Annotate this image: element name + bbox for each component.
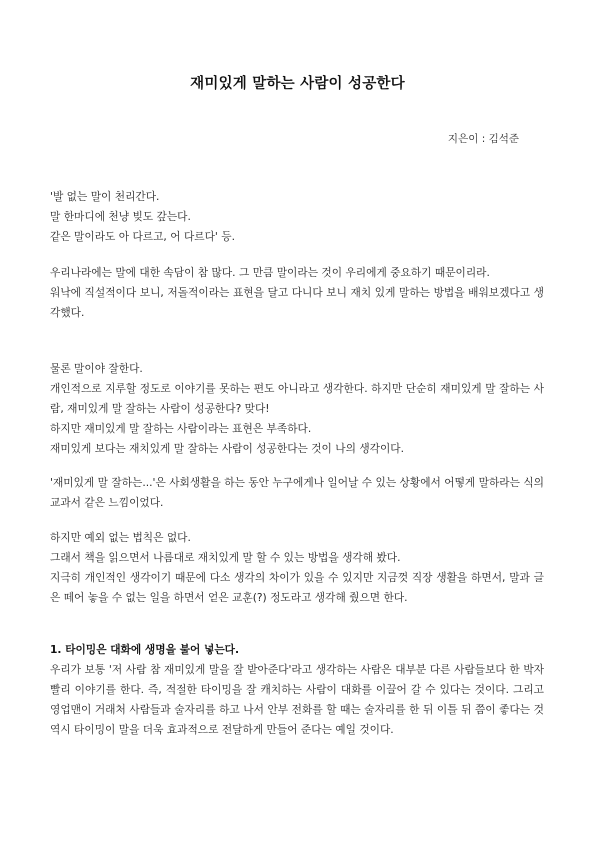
opinion-block xyxy=(50,359,544,459)
section-heading: 1. 타이밍은 대화에 생명을 불어 넣는다. xyxy=(50,643,240,656)
paragraph: 하지만 재미있게 말 잘하는 사람이라는 표현은 부족하다. xyxy=(50,422,312,435)
paragraph: 지극히 개인적인 생각이기 때문에 다소 생각의 차이가 있을 수 있지만 지금껏 직장 생활을 하면서, 말과 글은 떼어 놓을 수 없는 일을 하면서 얻은 교훈(?) 정도라고 생각해 줬으면 한다. xyxy=(50,571,544,604)
paragraph: 재미있게 보다는 재치있게 말 잘하는 사람이 성공한다는 것이 나의 생각이다. xyxy=(50,442,405,455)
book-impression-block xyxy=(50,473,544,513)
paragraph: 그래서 책을 읽으면서 나름대로 재치있게 말 할 수 있는 방법을 생각해 봤다. xyxy=(50,551,401,564)
paragraph: '발 없는 말이 천리간다. xyxy=(50,190,160,203)
paragraph: 우리가 보통 '저 사람 참 재미있게 말을 잘 받아준다'라고 생각하는 사람은 대부분 다른 사람들보다 한 박자 빨리 이야기를 한다. 즉, 적절한 타이밍을 잘 캐치하는 사람이 대화를 이끌어 갈 수 있다는 것이다. 그리고 영업맨이 거래처 사람들과 술자리를 하고 나서 안부 전화를 할 때는 술자리를 한 뒤 이틀 뒤 쯤이 좋다는 것 역시 타이밍이 말을 더욱 효과적으로 전달하게 만들어 준다는 예일 것이다. xyxy=(50,663,544,736)
paragraph: 우리나라에는 말에 대한 속담이 참 많다. 그 만큼 말이라는 것이 우리에게 중요하기 때문이리라. xyxy=(50,266,490,279)
paragraph: '재미있게 말 잘하는...'은 사회생활을 하는 동안 누구에게나 일어날 수 있는 상황에서 어떻게 말하라는 식의 교과서 같은 느낌이었다. xyxy=(50,476,544,509)
paragraph: 워낙에 직설적이다 보니, 저돌적이라는 표현을 달고 다니다 보니 재치 있게 말하는 방법을 배워보겠다고 생각했다. xyxy=(50,286,544,319)
paragraph: 하지만 예외 없는 법칙은 없다. xyxy=(50,531,191,544)
proverbs-block xyxy=(50,187,544,247)
section-timing xyxy=(50,640,544,740)
paragraph: 말 한마디에 천냥 빚도 갚는다. xyxy=(50,210,191,223)
intro-block xyxy=(50,263,544,323)
paragraph: 같은 말이라도 아 다르고, 어 다르다' 등. xyxy=(50,230,235,243)
paragraph: 물론 말이야 잘한다. xyxy=(50,362,143,375)
author-line: 지은이 : 김석준 xyxy=(447,133,519,145)
paragraph: 개인적으로 지루할 정도로 이야기를 못하는 편도 아니라고 생각한다. 하지만 단순히 재미있게 말 잘하는 사람, 재미있게 말 잘하는 사람이 성공한다? 맞다! xyxy=(50,382,544,415)
method-block xyxy=(50,528,544,608)
document-title: 재미있게 말하는 사람이 성공한다 xyxy=(190,76,405,92)
